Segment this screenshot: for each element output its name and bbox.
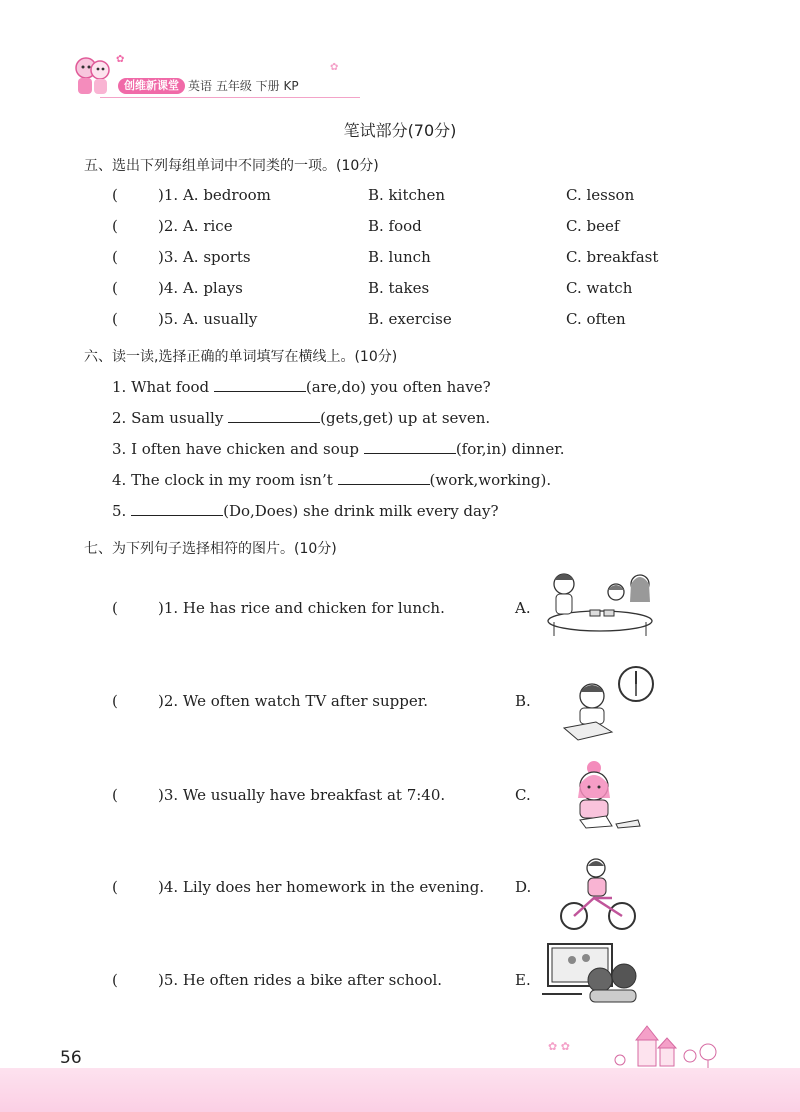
s6-blank-5[interactable] [131, 501, 223, 516]
girl-riding-bike-illustration [558, 854, 638, 936]
s6-sentence-2: 2. Sam usually (gets,get) up at seven. [112, 409, 491, 427]
s5-paren-3[interactable]: ( [112, 248, 118, 266]
s5-question-1: )1. A. bedroom [158, 186, 271, 204]
s7-letter-c: C. [515, 786, 531, 804]
s5-option-b-3: B. lunch [368, 248, 431, 266]
section5-heading: 五、选出下列每组单词中不同类的一项。(10分) [84, 158, 379, 174]
s5-question-3: )3. A. sports [158, 248, 251, 266]
s5-option-b-2: B. food [368, 217, 422, 235]
s6-blank-1[interactable] [214, 377, 306, 392]
kids-watching-tv-illustration [542, 940, 638, 1008]
s7-paren-1[interactable]: ( [112, 599, 118, 617]
s7-letter-e: E. [515, 971, 531, 989]
s7-letter-a: A. [515, 599, 531, 617]
s7-letter-b: B. [515, 692, 531, 710]
s6-sentence-5: 5. (Do,Does) she drink milk every day? [112, 502, 499, 520]
section6-heading: 六、读一读,选择正确的单词填写在横线上。(10分) [84, 349, 398, 365]
s6-sentence-3: 3. I often have chicken and soup (for,in) dinner. [112, 440, 565, 458]
girl-homework-illustration [566, 758, 644, 836]
header-mascot [70, 52, 116, 98]
s6-sentence-4: 4. The clock in my room isn’t (work,working). [112, 471, 552, 489]
s7-sentence-5: )5. He often rides a bike after school. [158, 971, 443, 989]
flower-decoration-icon: ✿ ✿ [548, 1040, 570, 1053]
s7-sentence-1: )1. He has rice and chicken for lunch. [158, 599, 445, 617]
s7-sentence-4: )4. Lily does her homework in the evening. [158, 878, 485, 896]
s5-paren-4[interactable]: ( [112, 279, 118, 297]
s5-paren-1[interactable]: ( [112, 186, 118, 204]
s7-paren-5[interactable]: ( [112, 971, 118, 989]
s5-option-c-4: C. watch [566, 279, 633, 297]
s6-blank-4[interactable] [338, 470, 430, 485]
series-badge: 创维新课堂 [118, 78, 185, 94]
s5-question-4: )4. A. plays [158, 279, 243, 297]
castle-decoration-icon [612, 1022, 722, 1074]
s7-letter-d: D. [515, 878, 532, 896]
family-meal-illustration [540, 566, 660, 642]
section7-heading: 七、为下列句子选择相符的图片。(10分) [84, 541, 337, 557]
s5-option-c-3: C. breakfast [566, 248, 659, 266]
s6-sentence-1: 1. What food (are,do) you often have? [112, 378, 491, 396]
s5-option-c-2: C. beef [566, 217, 620, 235]
s5-option-b-4: B. takes [368, 279, 430, 297]
header-star-icon: ✿ [116, 54, 125, 65]
s5-question-2: )2. A. rice [158, 217, 233, 235]
s7-sentence-3: )3. We usually have breakfast at 7:40. [158, 786, 446, 804]
book-subtitle: 英语 五年级 下册 KP [188, 79, 299, 93]
s7-paren-3[interactable]: ( [112, 786, 118, 804]
boy-writing-clock-illustration [556, 662, 660, 748]
s5-paren-2[interactable]: ( [112, 217, 118, 235]
s6-blank-3[interactable] [364, 439, 456, 454]
page-title: 笔试部分(70分) [343, 121, 457, 140]
s5-question-5: )5. A. usually [158, 310, 258, 328]
s5-option-b-1: B. kitchen [368, 186, 446, 204]
s7-paren-4[interactable]: ( [112, 878, 118, 896]
footer-band [0, 1068, 800, 1112]
s7-sentence-2: )2. We often watch TV after supper. [158, 692, 428, 710]
page-number: 56 [60, 1048, 82, 1068]
s5-option-c-1: C. lesson [566, 186, 635, 204]
s5-option-c-5: C. often [566, 310, 626, 328]
s7-paren-2[interactable]: ( [112, 692, 118, 710]
header-star-icon-2: ✿ [330, 62, 339, 73]
s5-paren-5[interactable]: ( [112, 310, 118, 328]
s5-option-b-5: B. exercise [368, 310, 452, 328]
s6-blank-2[interactable] [228, 408, 320, 423]
header-divider [100, 97, 360, 98]
